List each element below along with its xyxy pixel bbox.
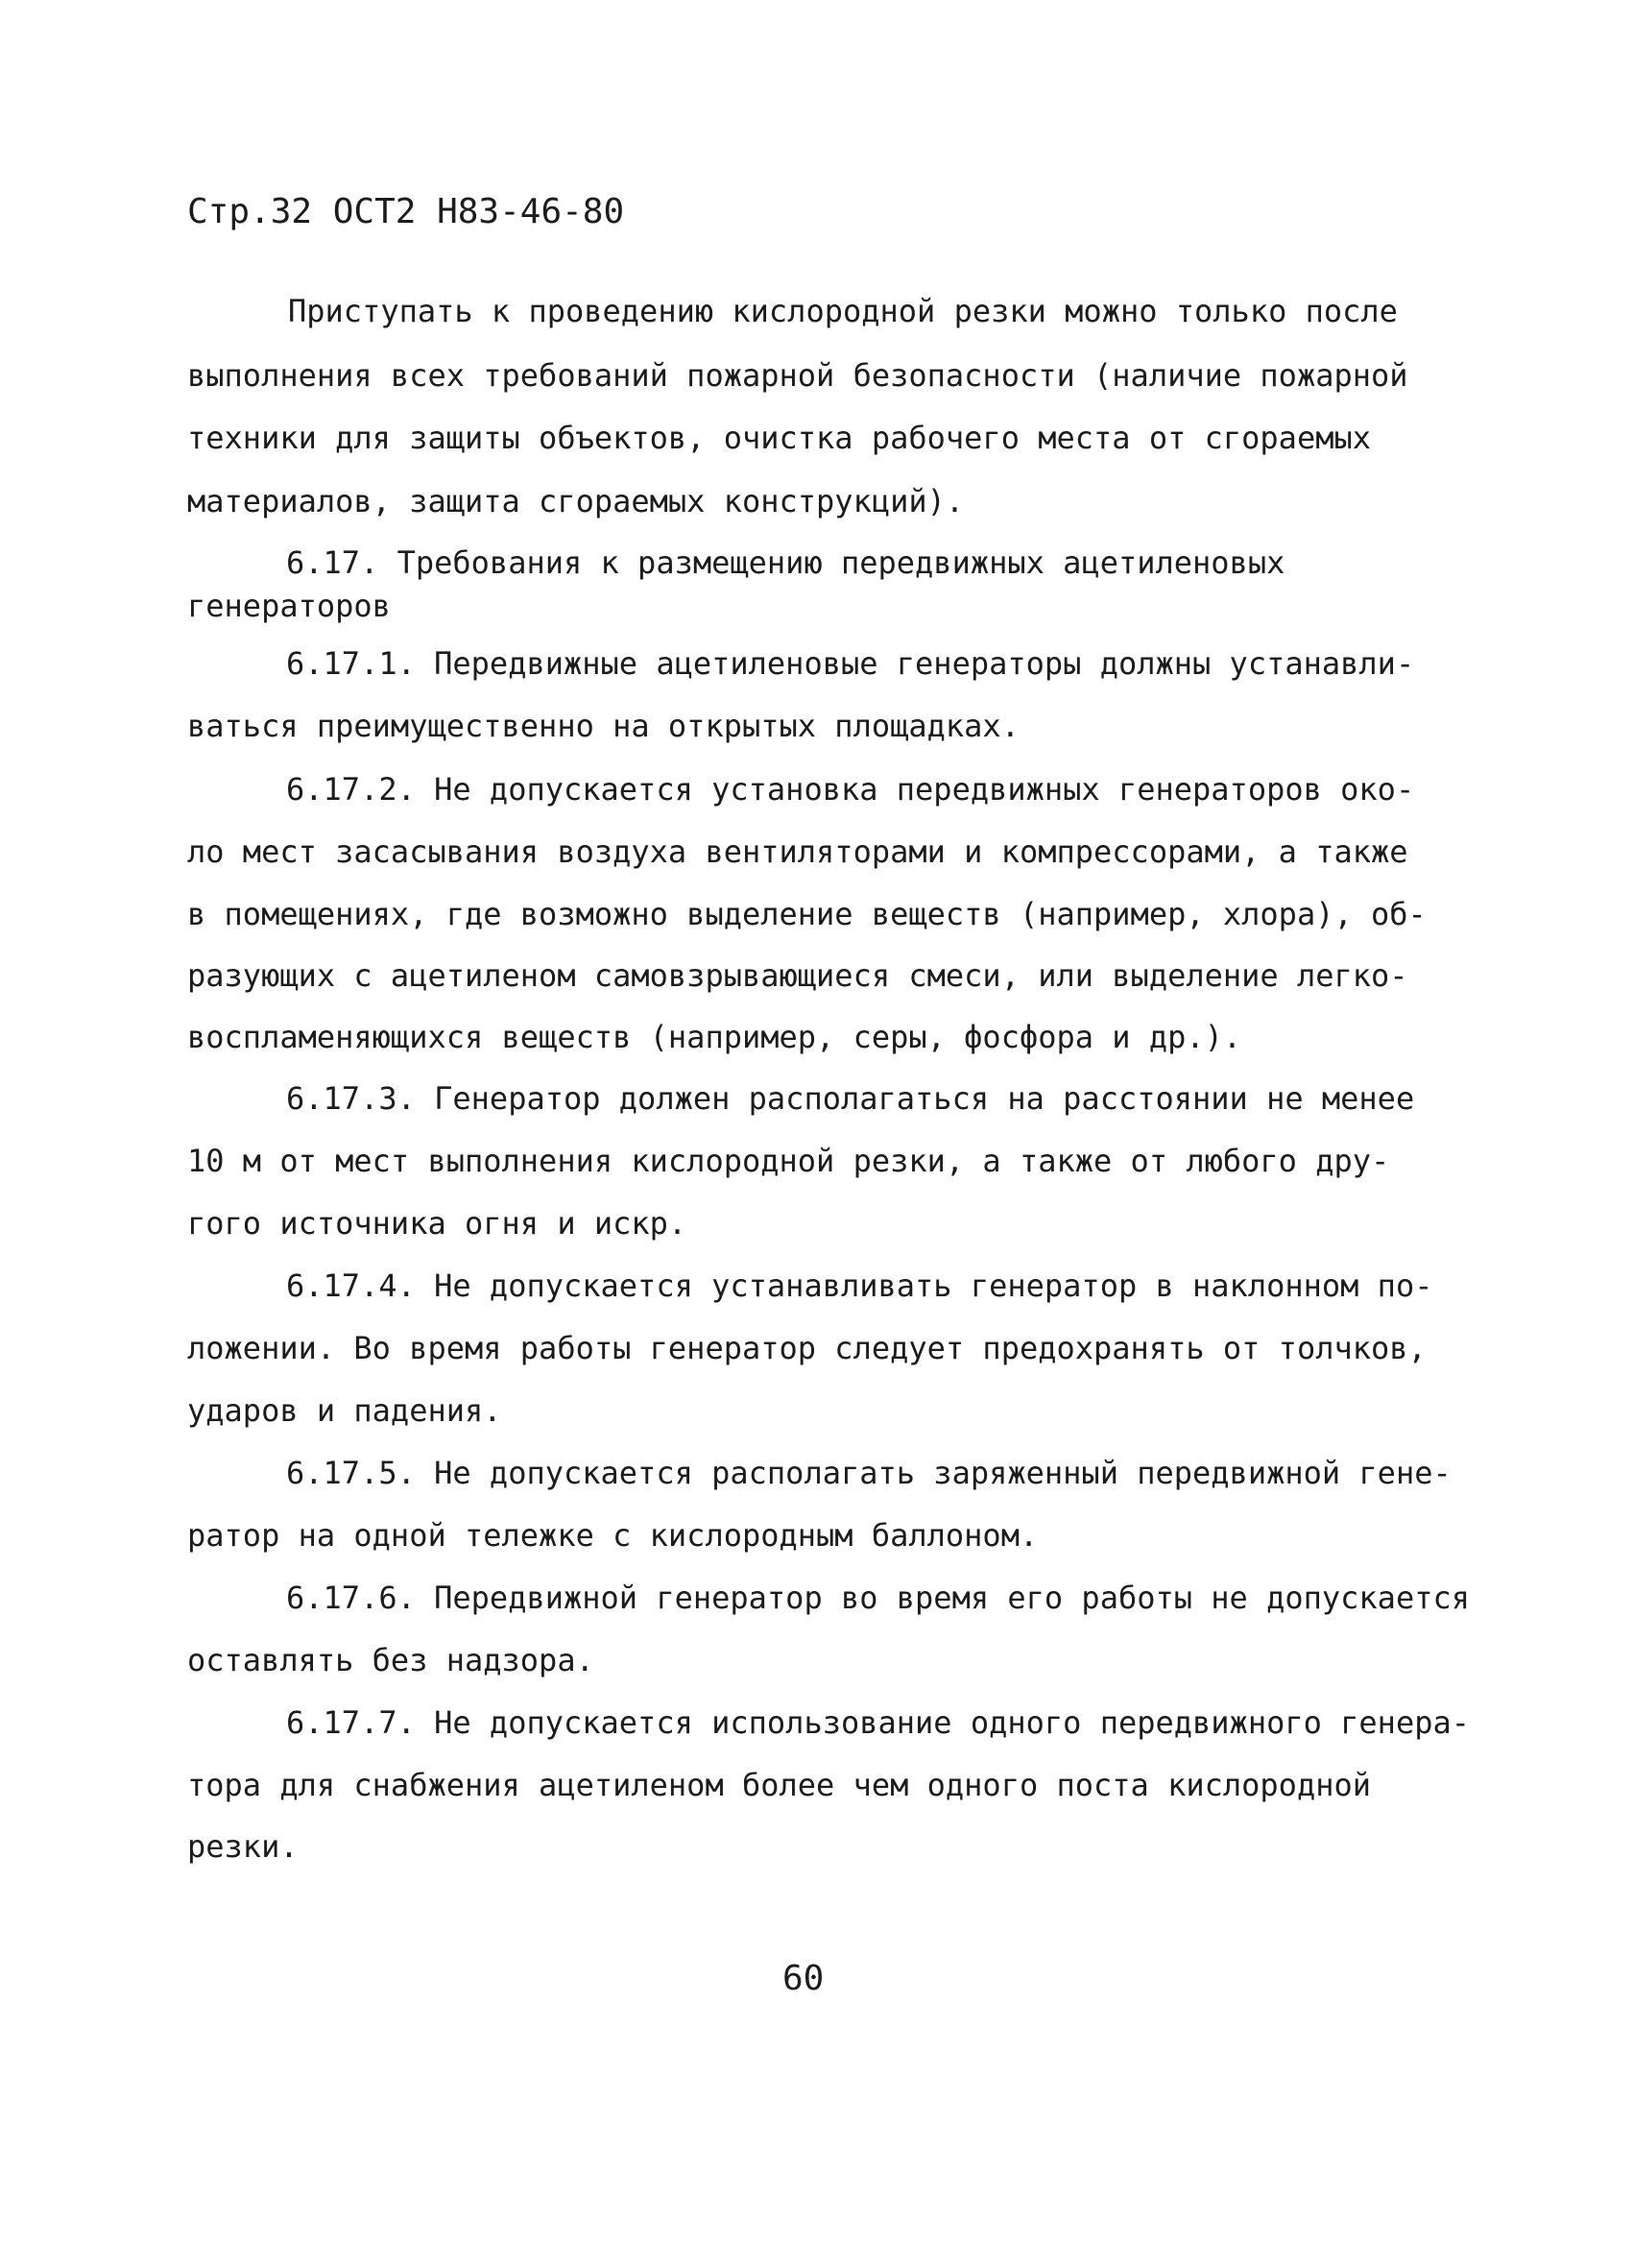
text-line: в помещениях, где возможно выделение веществ (например, хлора), об- — [187, 896, 1427, 932]
text-line: 6.17.2. Не допускается установка передвижных генераторов око- — [286, 771, 1415, 808]
text-line: ударов и падения. — [187, 1392, 502, 1429]
text-line: резки. — [187, 1828, 299, 1865]
text-line: 6.17.3. Генератор должен располагаться на расстоянии не менее — [286, 1080, 1415, 1117]
text-line: ло мест засасывания воздуха вентиляторами и компрессорами, а также — [187, 833, 1408, 870]
text-line: Приступать к проведению кислородной резки можно только после — [288, 293, 1398, 329]
page-header: Стр.32 ОСТ2 Н83-46-80 — [187, 192, 625, 231]
text-line: 6.17.5. Не допускается располагать заряженный передвижной гене- — [286, 1455, 1452, 1491]
text-line: 6.17.6. Передвижной генератор во время его работы не допускается — [286, 1580, 1470, 1616]
text-line: ратор на одной тележке с кислородным баллоном. — [187, 1517, 1039, 1554]
text-line: выполнения всех требований пожарной безопасности (наличие пожарной — [187, 357, 1408, 394]
text-line: гого источника огня и искр. — [187, 1205, 687, 1242]
text-line: 10 м от мест выполнения кислородной резки, а также от любого дру- — [187, 1143, 1390, 1179]
text-line: 6.17.4. Не допускается устанавливать генератор в наклонном по- — [286, 1267, 1433, 1304]
page-number: 60 — [782, 1959, 825, 1998]
text-line: оставлять без надзора. — [187, 1642, 594, 1678]
text-line: разующих с ацетиленом самовзрывающиеся смеси, или выделение легко- — [187, 957, 1408, 994]
text-line: 6.17.7. Не допускается использование одного передвижного генера- — [286, 1704, 1470, 1741]
text-line: ваться преимущественно на открытых площадках. — [187, 708, 1020, 744]
text-line: тора для снабжения ацетиленом более чем одного поста кислородной — [187, 1767, 1371, 1803]
text-line: ложении. Во время работы генератор следует предохранять от толчков, — [187, 1330, 1427, 1366]
text-line: техники для защиты объектов, очистка рабочего места от сгораемых — [187, 420, 1371, 456]
section-heading: генераторов — [187, 588, 391, 624]
section-heading: 6.17. Требования к размещению передвижных ацетиленовых — [286, 544, 1285, 581]
text-line: материалов, защита сгораемых конструкций). — [187, 483, 965, 519]
text-line: воспламеняющихся веществ (например, серы, фосфора и др.). — [187, 1019, 1242, 1055]
text-line: 6.17.1. Передвижные ацетиленовые генераторы должны устанавли- — [286, 645, 1415, 682]
